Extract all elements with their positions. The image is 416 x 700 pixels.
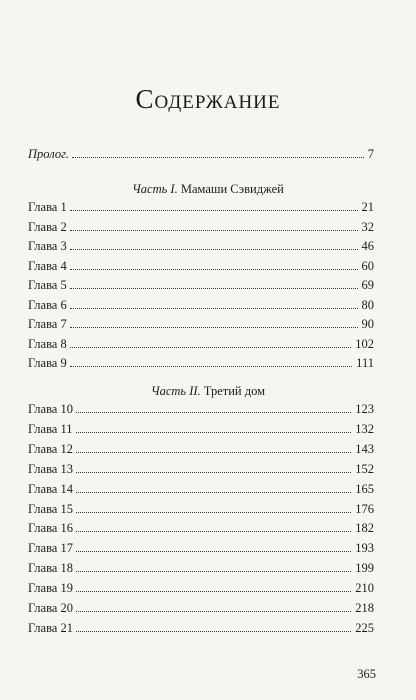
toc-entry: [28, 356, 374, 372]
dot-leader: [70, 210, 358, 211]
toc-entry-label: Глава 4: [28, 258, 67, 273]
toc-entry-label: Глава 1: [28, 200, 67, 214]
toc-entry-page: 165: [355, 481, 374, 496]
toc-entry-label: Глава 14: [28, 481, 73, 496]
toc-entry-label: Глава 11: [28, 421, 73, 436]
toc-entry-page: 46: [361, 239, 374, 253]
dot-leader: [70, 327, 358, 328]
toc-entry-page: 218: [355, 601, 374, 615]
toc-entry-label: Глава 12: [28, 441, 73, 456]
toc-entry-page: 123: [355, 402, 374, 416]
toc-entry: [28, 200, 374, 216]
part-number: Часть I.: [132, 182, 178, 196]
toc-entry: [28, 601, 374, 617]
toc-entry-page: 210: [355, 581, 374, 596]
dot-leader: [72, 157, 364, 158]
toc-entry-label: Глава 19: [28, 581, 73, 596]
toc-entry: [28, 278, 374, 294]
toc-entry: [28, 298, 374, 314]
toc-entry-page: 199: [355, 561, 374, 576]
dot-leader: [70, 249, 358, 250]
dot-leader: [76, 611, 351, 612]
dot-leader: [76, 412, 351, 413]
toc-entry-label: Глава 10: [28, 402, 73, 416]
toc-entry: [28, 422, 374, 438]
toc-entry-label: Глава 2: [28, 219, 67, 234]
toc-entry-page: 69: [361, 278, 374, 292]
part-title: Мамаши Сэвиджей: [180, 182, 284, 196]
dot-leader: [76, 531, 351, 532]
part-number: Часть II.: [150, 384, 201, 398]
toc-entry-page: 7: [367, 147, 374, 161]
toc-entry: [28, 402, 374, 418]
toc-entry-label: Глава 6: [28, 297, 67, 312]
toc-entry: [28, 337, 374, 353]
dot-leader: [70, 230, 358, 231]
part-heading-2: [0, 384, 416, 399]
toc-entry-label: Глава 18: [28, 561, 73, 576]
toc-entry-label: Глава 15: [28, 501, 73, 516]
toc-entry-label: Глава 7: [28, 317, 67, 331]
dot-leader: [70, 308, 358, 309]
toc-entry-label: Глава 9: [28, 356, 67, 370]
toc-entry-page: 111: [356, 356, 374, 370]
toc-entry-label: Глава 3: [28, 239, 67, 253]
page-number: 365: [357, 667, 376, 681]
toc-entry: [28, 239, 374, 255]
toc-entry-page: 21: [361, 200, 374, 214]
dot-leader: [70, 366, 352, 367]
dot-leader: [70, 288, 358, 289]
toc-entry-label: Глава 20: [28, 601, 73, 615]
toc-entry: [28, 317, 374, 333]
toc-entry-label: Глава 17: [28, 541, 73, 556]
toc-entry: [28, 521, 374, 537]
part-heading-1: [0, 182, 416, 197]
toc-entry-page: 182: [355, 521, 374, 536]
toc-entry: [28, 462, 374, 478]
dot-leader: [76, 512, 351, 513]
toc-entry-label: Глава 21: [28, 620, 73, 635]
toc-entry-page: 102: [355, 336, 374, 351]
toc-entry-label: Пролог.: [28, 147, 69, 161]
toc-entry: [28, 502, 374, 518]
page-title: Содержание: [135, 84, 281, 114]
dot-leader: [76, 452, 351, 453]
dot-leader: [76, 492, 351, 493]
dot-leader: [76, 551, 351, 552]
toc-entry: [28, 220, 374, 236]
toc-entry-page: 32: [361, 219, 374, 234]
toc-entry-page: 193: [355, 541, 374, 556]
dot-leader: [76, 631, 351, 632]
toc-entry: [28, 259, 374, 275]
dot-leader: [76, 591, 351, 592]
toc-entry: [28, 621, 374, 637]
toc-entry-page: 152: [355, 461, 374, 476]
toc-entry-page: 132: [355, 421, 374, 436]
toc-entry: [28, 581, 374, 597]
dot-leader: [76, 432, 352, 433]
toc-entry-label: Глава 5: [28, 278, 67, 292]
toc-entry-page: 60: [361, 258, 374, 273]
toc-entry-prologue: [28, 147, 374, 163]
toc-entry: [28, 482, 374, 498]
dot-leader: [76, 472, 351, 473]
toc-entry-label: Глава 8: [28, 336, 67, 351]
toc-entry: [28, 541, 374, 557]
toc-entry-page: 176: [355, 501, 374, 516]
toc-entry-label: Глава 13: [28, 461, 73, 476]
toc-entry-page: 80: [361, 297, 374, 312]
dot-leader: [70, 347, 352, 348]
toc-entry-label: Глава 16: [28, 521, 73, 536]
toc-entry-page: 143: [355, 441, 374, 456]
part-title: Третий дом: [203, 384, 266, 398]
dot-leader: [76, 571, 351, 572]
dot-leader: [70, 269, 358, 270]
toc-entry-page: 90: [361, 317, 374, 331]
toc-entry: [28, 442, 374, 458]
toc-entry: [28, 561, 374, 577]
toc-entry-page: 225: [355, 620, 374, 635]
